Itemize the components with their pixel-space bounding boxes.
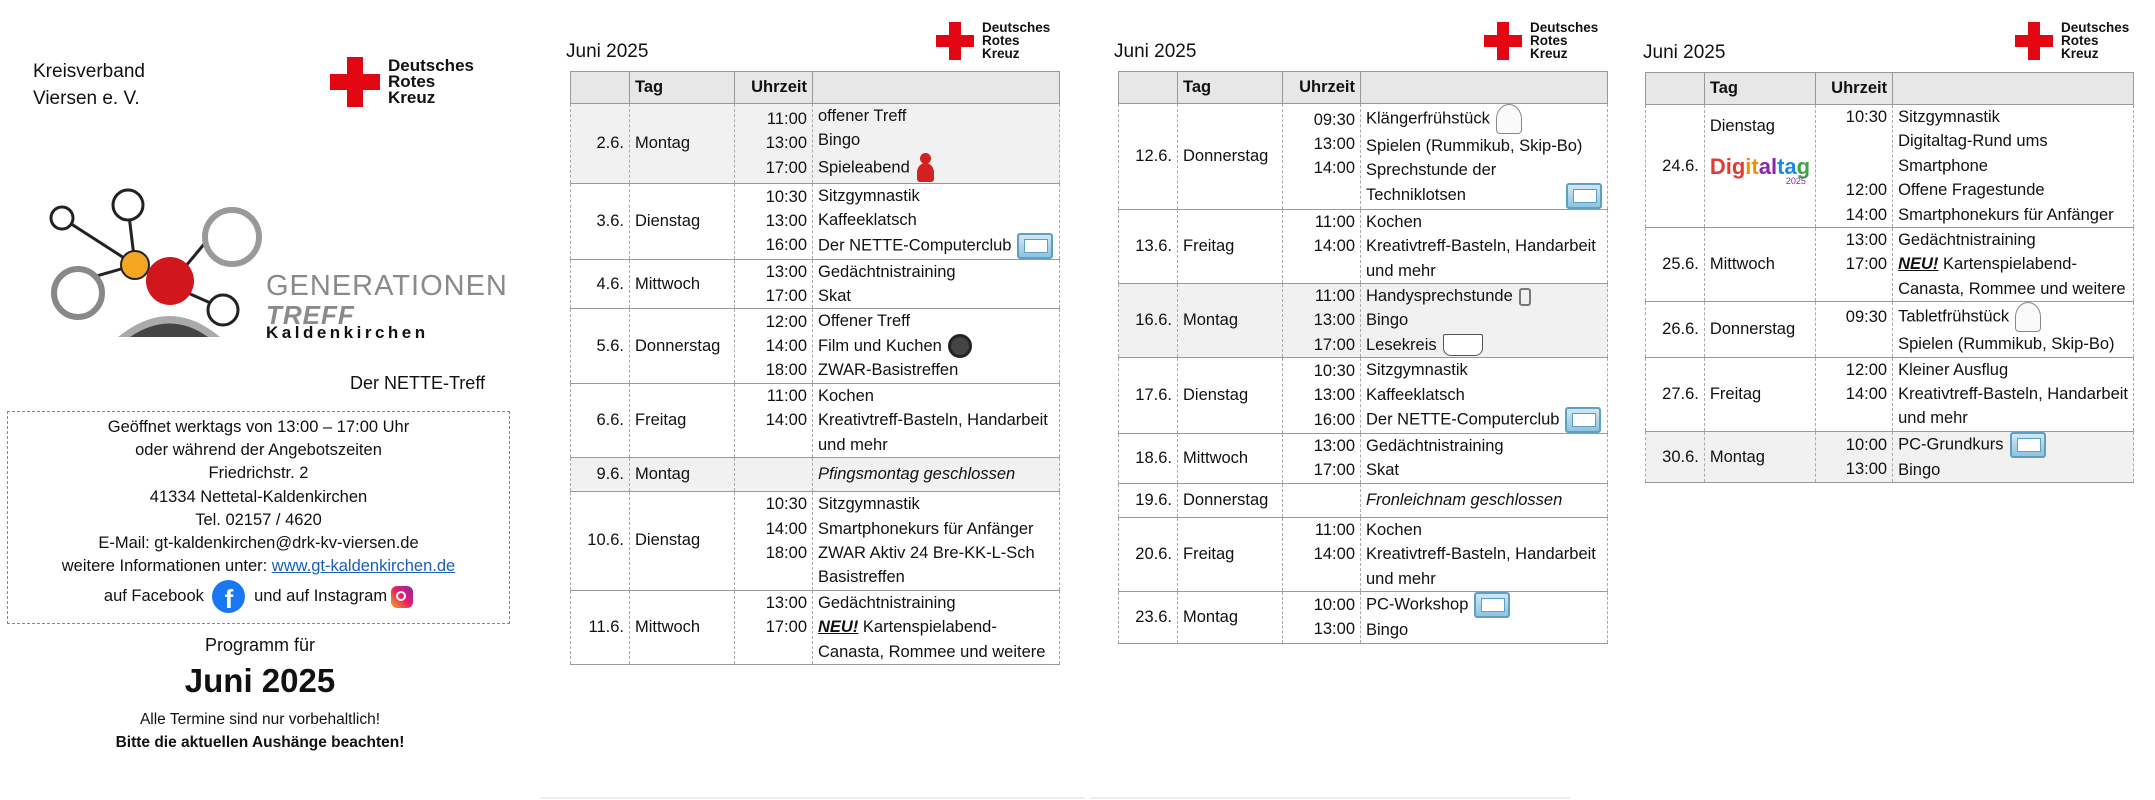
kreisverband-label: [33, 58, 145, 112]
time-slot: 17:00: [1845, 255, 1888, 274]
activity-item: Kaffeeklatsch: [818, 211, 917, 230]
activity-item: Skat: [818, 287, 852, 306]
time-slot: 14:00: [1313, 545, 1355, 564]
activity-item: Bingo: [1898, 460, 1941, 479]
time-slot: 14:00: [765, 411, 807, 430]
row-activities: [813, 259, 1060, 309]
page-divider: [1090, 797, 1570, 799]
drk-logo: [1484, 22, 1598, 60]
row-times: [1283, 284, 1361, 358]
schedule-table: [1645, 72, 2134, 483]
instagram-icon[interactable]: [391, 586, 413, 608]
activity-item: Klängerfrühstück: [1366, 104, 1602, 134]
programm-label: Programm für: [204, 635, 316, 655]
row-times: [1816, 228, 1893, 302]
activity-item: Bingo: [1366, 621, 1409, 640]
website-line: weitere Informationen unter: www.gt-kaldenkirchen.de: [61, 557, 456, 576]
activity-item: Canasta, Rommee und weitere: [818, 642, 1046, 661]
time-slot: 12:00: [1845, 360, 1888, 379]
opening-hours-note: oder während der Angebotszeiten: [135, 441, 382, 460]
row-weekday: Mittwoch: [1178, 434, 1283, 484]
new-badge: NEU!: [1898, 255, 1939, 274]
time-slot: 14:00: [1845, 385, 1888, 404]
row-date: 9.6.: [571, 458, 630, 492]
table-header-row: [1646, 73, 2134, 105]
row-times: [1283, 483, 1361, 517]
time-slot: 13:00: [1313, 311, 1355, 330]
time-slot: 12:00: [1845, 181, 1888, 200]
time-slot: [1821, 154, 1887, 178]
book-icon: [1443, 334, 1483, 356]
time-slot: [740, 433, 807, 457]
table-row: [1646, 105, 2134, 228]
row-activities: [1361, 434, 1608, 484]
row-activities: [1361, 592, 1608, 643]
activity-item: Kreativtreff-Basteln, Handarbeit: [1366, 545, 1596, 564]
red-cross-icon: [936, 22, 974, 60]
row-weekday: Dienstag: [1178, 358, 1283, 434]
drk-wordmark: Deutsches Rotes Kreuz: [388, 55, 474, 108]
digitaltag-logo: Digitaltag: [1709, 154, 1811, 179]
table-row: [1119, 483, 1608, 517]
row-weekday: Montag: [630, 104, 735, 184]
activity-item: Digitaltag-Rund ums: [1898, 132, 2048, 151]
row-activities: [1893, 105, 2134, 228]
row-activities: [1361, 284, 1608, 358]
row-times: [1283, 592, 1361, 643]
activity-item: Handysprechstunde: [1366, 284, 1602, 308]
activity-item: Offener Treff: [818, 312, 911, 331]
time-slot: 18:00: [765, 543, 807, 562]
row-activities: [1361, 104, 1608, 210]
row-times: [735, 104, 813, 184]
row-activities: [813, 590, 1060, 664]
activity-item: Lesekreis: [1366, 333, 1602, 357]
activity-item: Kochen: [1366, 212, 1422, 231]
red-cross-icon: [2015, 22, 2053, 60]
activity-item: und mehr: [1366, 261, 1436, 280]
row-date: 26.6.: [1646, 302, 1705, 357]
time-slot: 10:00: [1313, 595, 1355, 614]
schedule-table: [570, 71, 1060, 665]
row-activities: [1361, 517, 1608, 591]
column-header-activity: [813, 72, 1060, 104]
activity-item: Kleiner Ausflug: [1898, 360, 2009, 379]
time-slot: 13:00: [1313, 437, 1355, 456]
time-slot: 14:00: [1845, 205, 1888, 224]
row-times: [1816, 302, 1893, 357]
row-date: 13.6.: [1119, 209, 1178, 283]
time-slot: 13:00: [1845, 460, 1888, 479]
activity-item: Smartphonekurs für Anfänger: [818, 519, 1034, 538]
row-times: [735, 458, 813, 492]
drk-logo: [936, 22, 1050, 60]
activity-item: Kochen: [818, 386, 874, 405]
time-slot: 13:00: [1313, 620, 1355, 639]
pc-icon: [1474, 592, 1510, 618]
activity-item: und mehr: [1898, 409, 1968, 428]
activity-item: Smartphonekurs für Anfänger: [1898, 205, 2114, 224]
activity-item: Bingo: [1366, 311, 1409, 330]
table-row: [1646, 357, 2134, 431]
row-weekday: Dienstag: [630, 492, 735, 591]
opening-hours: Geöffnet werktags von 13:00 – 17:00 Uhr: [107, 418, 410, 436]
schedule-table: [1118, 71, 1608, 644]
person-icon: [1496, 104, 1522, 134]
page-divider: [540, 797, 1085, 799]
activity-item: Sitzgymnastik: [818, 495, 920, 514]
time-slot: 10:30: [765, 187, 807, 206]
row-times: [1816, 105, 1893, 228]
time-slot: 09:30: [1313, 110, 1355, 129]
row-weekday: Donnerstag: [1178, 104, 1283, 210]
activity-item: PC-Grundkurs: [1898, 432, 2128, 458]
table-row: [571, 458, 1060, 492]
time-slot: 10:30: [765, 495, 807, 514]
row-weekday: Mittwoch: [630, 259, 735, 309]
activity-item: Smartphone: [1898, 156, 1988, 175]
film-reel-icon: [948, 334, 972, 358]
time-slot: 13:00: [1313, 386, 1355, 405]
activity-item: Sitzgymnastik: [1898, 108, 2000, 126]
kreisverband-line-2: Viersen e. V.: [33, 88, 140, 109]
column-header-date: [1646, 73, 1705, 105]
time-slot: 14:00: [1313, 159, 1355, 178]
drk-wordmark: Deutsches Rotes Kreuz: [982, 20, 1051, 61]
row-activities: [813, 104, 1060, 184]
row-activities: [813, 383, 1060, 457]
activity-item: Kreativtreff-Basteln, Handarbeit: [1898, 385, 2128, 404]
generationentreff-logo-graphic: [40, 185, 480, 345]
row-weekday: Montag: [630, 458, 735, 492]
pawn-icon: [916, 153, 934, 183]
row-times: [735, 309, 813, 383]
social-line: auf Facebook f und auf Instagram: [8, 580, 509, 613]
time-slot: [1288, 259, 1355, 283]
time-slot: 10:30: [1845, 108, 1888, 126]
table-row: [571, 309, 1060, 383]
row-weekday: Donnerstag: [630, 309, 735, 383]
row-date: 4.6.: [571, 259, 630, 309]
time-slot: [1288, 567, 1355, 591]
column-header-date: [1119, 72, 1178, 104]
time-slot: 17:00: [1313, 335, 1355, 354]
activity-item: Offene Fragestunde: [1898, 181, 2045, 200]
red-cross-icon: [1484, 22, 1522, 60]
activity-item: Film und Kuchen: [818, 334, 1054, 359]
row-weekday: Montag: [1178, 592, 1283, 643]
time-slot: 12:00: [765, 312, 807, 331]
activity-item: Sitzgymnastik: [818, 186, 920, 205]
drk-logo: [330, 57, 474, 107]
time-slot: 09:30: [1845, 308, 1888, 327]
column-header-tag: Tag: [1704, 73, 1815, 105]
column-header-date: [571, 72, 630, 104]
row-times: [735, 383, 813, 457]
table-row: [1119, 284, 1608, 358]
time-slot: 11:00: [1314, 287, 1355, 306]
row-times: [1283, 517, 1361, 591]
activity-item: Bingo: [818, 131, 861, 150]
time-slot: [1288, 488, 1355, 512]
row-date: 11.6.: [571, 590, 630, 664]
row-times: [735, 492, 813, 591]
row-date: 5.6.: [571, 309, 630, 383]
activity-item: NEU! Kartenspielabend-: [818, 618, 997, 637]
time-slot: 11:00: [766, 109, 807, 128]
row-activities: [1361, 483, 1608, 517]
row-weekday: Freitag: [630, 383, 735, 457]
row-activities: [1361, 209, 1608, 283]
row-times: [1816, 431, 1893, 482]
activity-item: Kaffeeklatsch: [1366, 385, 1465, 404]
activity-item: Basistreffen: [818, 568, 905, 587]
row-times: [1283, 209, 1361, 283]
column-header-tag: Tag: [1178, 72, 1283, 104]
programm-month: Juni 2025: [184, 662, 336, 699]
row-weekday: Freitag: [1178, 209, 1283, 283]
website-link[interactable]: www.gt-kaldenkirchen.de: [271, 557, 456, 576]
row-date: 30.6.: [1646, 431, 1705, 482]
row-activities: [1893, 228, 2134, 302]
row-date: 2.6.: [571, 104, 630, 184]
row-activities: [1893, 302, 2134, 357]
row-weekday: Donnerstag: [1704, 302, 1815, 357]
pc-icon: [1565, 407, 1601, 433]
time-slot: 11:00: [766, 386, 807, 405]
table-row: [1119, 209, 1608, 283]
activity-item: Sprechstunde der: [1366, 161, 1497, 180]
pc-icon: [1017, 233, 1053, 259]
red-cross-icon: [330, 57, 380, 107]
time-slot: [740, 640, 807, 664]
time-slot: [740, 565, 807, 589]
activity-item: Sitzgymnastik: [1366, 361, 1468, 380]
activity-item: Spielen (Rummikub, Skip-Bo): [1898, 335, 2115, 354]
activity-item: Kreativtreff-Basteln, Handarbeit: [1366, 237, 1596, 256]
time-slot: [1821, 406, 1887, 430]
activity-item: Der NETTE-Computerclub: [1366, 407, 1602, 433]
column-header-time: Uhrzeit: [1283, 72, 1361, 104]
time-slot: 16:00: [1313, 410, 1355, 429]
digitaltag-year: 2025: [1785, 176, 1806, 186]
row-times: [1283, 358, 1361, 434]
table-row: [1119, 104, 1608, 210]
activity-item: NEU! Kartenspielabend-: [1898, 255, 2077, 274]
time-slot: 13:00: [765, 262, 807, 281]
panel-month-title: Juni 2025: [566, 41, 649, 62]
row-activities: [1361, 358, 1608, 434]
row-weekday: Dienstag: [630, 183, 735, 259]
time-slot: 13:00: [765, 134, 807, 153]
activity-item: Spielen (Rummikub, Skip-Bo): [1366, 137, 1583, 155]
time-slot: 13:00: [765, 212, 807, 231]
activity-item: Gedächtnistraining: [818, 262, 956, 281]
activity-item: Tabletfrühstück: [1898, 302, 2128, 332]
time-slot: 17:00: [765, 287, 807, 306]
row-date: 19.6.: [1119, 483, 1178, 517]
activity-item: Kochen: [1366, 520, 1422, 539]
row-weekday: Montag: [1178, 284, 1283, 358]
time-slot: 11:00: [1314, 520, 1355, 539]
time-slot: 18:00: [765, 361, 807, 380]
row-weekday: Freitag: [1178, 517, 1283, 591]
nette-treff-label: Der NETTE-Treff: [349, 373, 485, 393]
activity-item: Gedächtnistraining: [1366, 437, 1504, 456]
table-row: [571, 492, 1060, 591]
row-times: [735, 590, 813, 664]
table-row: [1646, 302, 2134, 357]
activity-item: Pfingsmontag geschlossen: [818, 465, 1016, 484]
pc-icon: [1566, 183, 1602, 209]
drk-wordmark: Deutsches Rotes Kreuz: [1530, 20, 1599, 61]
time-slot: 14:00: [765, 519, 807, 538]
activity-item: ZWAR Aktiv 24 Bre-KK-L-Sch: [818, 543, 1035, 562]
time-slot: [1821, 277, 1887, 301]
row-activities: [813, 309, 1060, 383]
activity-item: Techniklotsen: [1366, 183, 1602, 207]
activity-item: Canasta, Rommee und weitere: [1898, 279, 2126, 298]
time-slot: 13:00: [1845, 231, 1888, 250]
street-address: Friedrichstr. 2: [208, 464, 309, 483]
person-icon: [2015, 302, 2041, 332]
kreisverband-line-1: Kreisverband: [33, 61, 145, 82]
table-row: [1646, 431, 2134, 482]
row-weekday: Freitag: [1704, 357, 1815, 431]
row-times: [1283, 434, 1361, 484]
table-row: [571, 590, 1060, 664]
drk-logo: [2015, 22, 2129, 60]
pc-icon: [2010, 432, 2046, 458]
row-weekday: Donnerstag: [1178, 483, 1283, 517]
column-header-tag: Tag: [630, 72, 735, 104]
activity-item: Fronleichnam geschlossen: [1366, 491, 1563, 510]
activity-item: Kreativtreff-Basteln, Handarbeit: [818, 411, 1048, 430]
time-slot: 14:00: [765, 336, 807, 355]
column-header-time: Uhrzeit: [1816, 73, 1893, 105]
activity-item: Der NETTE-Computerclub: [818, 233, 1054, 259]
drk-wordmark: Deutsches Rotes Kreuz: [2061, 20, 2130, 61]
row-activities: [1893, 431, 2134, 482]
table-row: [1119, 434, 1608, 484]
time-slot: 11:00: [1314, 212, 1355, 231]
row-date: 16.6.: [1119, 284, 1178, 358]
row-date: 24.6.: [1646, 105, 1705, 228]
flyer-cover: [0, 0, 520, 800]
email-address[interactable]: E-Mail: gt-kaldenkirchen@drk-kv-viersen.de: [98, 534, 419, 553]
table-row: [571, 259, 1060, 309]
panel-month-title: Juni 2025: [1643, 42, 1726, 63]
table-row: [1119, 517, 1608, 591]
row-date: 17.6.: [1119, 358, 1178, 434]
time-slot: 16:00: [765, 236, 807, 255]
time-slot: 10:00: [1845, 435, 1888, 454]
notice-note: Bitte die aktuellen Aushänge beachten!: [115, 734, 405, 751]
row-date: 23.6.: [1119, 592, 1178, 643]
row-weekday: Montag: [1704, 431, 1815, 482]
logo-place: Kaldenkirchen: [266, 323, 429, 342]
time-slot: 13:00: [765, 593, 807, 612]
row-times: [735, 259, 813, 309]
activity-item: ZWAR-Basistreffen: [818, 361, 959, 380]
row-activities: [813, 492, 1060, 591]
row-weekday: Mittwoch: [630, 590, 735, 664]
table-row: [1119, 592, 1608, 643]
row-date: 25.6.: [1646, 228, 1705, 302]
phone-icon: [1519, 288, 1531, 306]
logo-title-treff: TREFF: [266, 300, 355, 330]
activity-item: Gedächtnistraining: [818, 593, 956, 612]
logo-title-generationen: GENERATIONEN: [266, 270, 508, 302]
activity-item: offener Treff: [818, 107, 907, 125]
activity-item: Skat: [1366, 461, 1400, 480]
table-row: [571, 104, 1060, 184]
row-weekday: Mittwoch: [1704, 228, 1815, 302]
time-slot: [740, 462, 807, 486]
column-header-activity: [1893, 73, 2134, 105]
table-row: [571, 383, 1060, 457]
time-slot: 17:00: [1313, 461, 1355, 480]
panel-month-title: Juni 2025: [1114, 41, 1197, 62]
row-activities: [813, 458, 1060, 492]
row-date: 18.6.: [1119, 434, 1178, 484]
row-times: [1283, 104, 1361, 210]
disclaimer-note: Alle Termine sind nur vorbehaltlich!: [139, 711, 381, 728]
row-date: 3.6.: [571, 183, 630, 259]
phone-number: Tel. 02157 / 4620: [195, 510, 322, 529]
time-slot: [1821, 329, 1887, 353]
row-weekday: Dienstag Digitaltag 2025: [1704, 105, 1815, 228]
row-date: 12.6.: [1119, 104, 1178, 210]
time-slot: 17:00: [765, 158, 807, 177]
contact-info-box: [7, 411, 510, 624]
time-slot: 17:00: [765, 618, 807, 637]
row-times: [735, 183, 813, 259]
row-times: [1816, 357, 1893, 431]
time-slot: 10:30: [1313, 362, 1355, 381]
activity-item: und mehr: [1366, 569, 1436, 588]
time-slot: [1288, 181, 1355, 205]
table-header-row: [1119, 72, 1608, 104]
activity-item: PC-Workshop: [1366, 592, 1602, 618]
table-header-row: [571, 72, 1060, 104]
activity-item: Gedächtnistraining: [1898, 231, 2036, 250]
city-address: 41334 Nettetal-Kaldenkirchen: [149, 487, 368, 506]
row-date: 20.6.: [1119, 517, 1178, 591]
activity-item: Spieleabend: [818, 153, 1054, 183]
table-row: [571, 183, 1060, 259]
activity-item: und mehr: [818, 435, 888, 454]
table-row: [1119, 358, 1608, 434]
time-slot: 13:00: [1313, 135, 1355, 153]
column-header-time: Uhrzeit: [735, 72, 813, 104]
new-badge: NEU!: [818, 618, 859, 637]
row-activities: [813, 183, 1060, 259]
row-date: 6.6.: [571, 383, 630, 457]
row-date: 10.6.: [571, 492, 630, 591]
time-slot: 14:00: [1313, 237, 1355, 256]
row-date: 27.6.: [1646, 357, 1705, 431]
column-header-activity: [1361, 72, 1608, 104]
row-activities: [1893, 357, 2134, 431]
facebook-icon[interactable]: f: [212, 580, 245, 613]
table-row: [1646, 228, 2134, 302]
time-slot: [1821, 129, 1887, 153]
